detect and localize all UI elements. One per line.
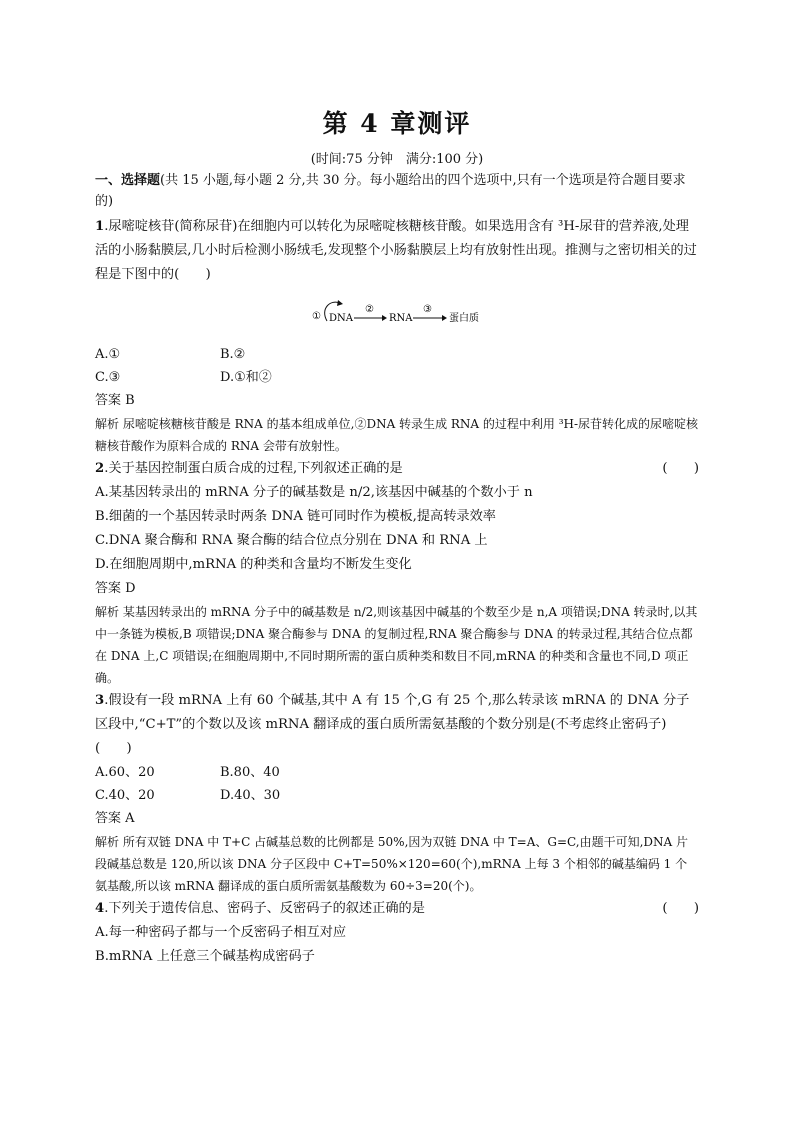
diagram-label-3: ③ [423, 304, 432, 315]
page-title: 第 4 章测评 [322, 109, 472, 138]
option-c: C.40、20 [95, 788, 155, 803]
option-a: A.某基因转录出的 mRNA 分子的碱基数是 n/2,该基因中碱基的个数小于 n [95, 485, 533, 500]
section-text: (共 15 小题,每小题 2 分,共 30 分。每小题给出的四个选项中,只有一个选项是符合题目要求的) [95, 173, 686, 209]
option-b: B.② [220, 347, 246, 362]
explanation: 解析 尿嘧啶核糖核苷酸是 RNA 的基本组成单位,②DNA 转录生成 RNA 的过程中利用 ³H-尿苷转化成的尿嘧啶核糖核苷酸作为原料合成的 RNA 会带有放射性。 [95, 417, 699, 453]
answer-bracket: ( ) [662, 461, 699, 476]
question-number: 4 [95, 901, 105, 916]
question-stem: .尿嘧啶核苷(简称尿苷)在细胞内可以转化为尿嘧啶核糖核苷酸。如果选用含有 ³H-尿苷的营养液,处理活的小肠黏膜层,几小时后检测小肠绒毛,发现整个小肠黏膜层上均有放射性出现。推测与之密切相关的过程是下图中的( ) [95, 219, 697, 282]
diagram-label-1: ① [312, 311, 321, 322]
section-label: 一、选择题 [95, 173, 161, 188]
option-d: D.40、30 [220, 788, 281, 803]
option-c: C.③ [95, 370, 121, 385]
question-3 [95, 689, 699, 761]
content [95, 170, 699, 969]
question-2 [95, 457, 699, 481]
option-b: B.细菌的一个基因转录时两条 DNA 链可同时作为模板,提高转录效率 [95, 509, 496, 524]
options-row-2 [95, 784, 699, 807]
page-subtitle: (时间:75 分钟 满分:100 分) [310, 152, 484, 167]
question-number: 1 [95, 219, 105, 234]
option-b: B.mRNA 上任意三个碱基构成密码子 [95, 949, 315, 964]
gene-expression-diagram [95, 287, 699, 343]
options-row-1 [95, 343, 699, 366]
options-row-2 [95, 366, 699, 389]
translation-arrowhead [442, 315, 447, 321]
replication-arrowhead [337, 300, 343, 306]
option-d: D.①和② [220, 370, 272, 385]
answer: 答案 B [95, 393, 135, 408]
diagram-protein: 蛋白质 [449, 313, 479, 324]
option-c: C.DNA 聚合酶和 RNA 聚合酶的结合位点分别在 DNA 和 RNA 上 [95, 533, 488, 548]
options-row-1 [95, 761, 699, 784]
option-a: A.① [95, 347, 121, 362]
question-4 [95, 897, 699, 921]
diagram-label-2: ② [365, 304, 374, 315]
question-stem: .假设有一段 mRNA 上有 60 个碱基,其中 A 有 15 个,G 有 25 个,那么转录该 mRNA 的 DNA 分子区段中,“C+T”的个数以及该 mRNA 翻译成的蛋白质所需氨基酸的个数分别是(不考虑终止密码子)( ) [95, 693, 690, 756]
question-number: 3 [95, 693, 105, 708]
section-header [95, 170, 699, 212]
explanation: 解析 所有双链 DNA 中 T+C 占碱基总数的比例都是 50%,因为双链 DNA 中 T=A、G=C,由题干可知,DNA 片段碱基总数是 120,所以该 DNA 分子区段中 C+T=50%×120=60(个),mRNA 上每 3 个相邻的碱基编码 1 个氨基酸,所以该 mRNA 翻译成的蛋白质所需氨基酸数为 60÷3=20(个)。 [95, 835, 688, 893]
question-stem: .下列关于遗传信息、密码子、反密码子的叙述正确的是 [104, 901, 425, 916]
answer: 答案 A [95, 811, 135, 826]
answer: 答案 D [95, 581, 136, 596]
question-stem: .关于基因控制蛋白质合成的过程,下列叙述正确的是 [104, 461, 403, 476]
question-1 [95, 215, 699, 287]
option-d: D.在细胞周期中,mRNA 的种类和含量均不断发生变化 [95, 557, 412, 572]
diagram-dna: DNA [329, 313, 353, 324]
option-a: A.60、20 [95, 765, 155, 780]
option-b: B.80、40 [220, 765, 280, 780]
diagram-rna: RNA [389, 313, 413, 324]
explanation: 解析 某基因转录出的 mRNA 分子中的碱基数是 n/2,则该基因中碱基的个数至少是 n,A 项错误;DNA 转录时,以其中一条链为模板,B 项错误;DNA 聚合酶参与 DNA 的复制过程,RNA 聚合酶参与 DNA 的转录过程,其结合位点都在 DNA 上,C 项错误;在细胞周期中,不同时期所需的蛋白质种类和数目不同,mRNA 的种类和含量也不同,D 项正确。 [95, 605, 698, 685]
answer-bracket: ( ) [662, 901, 699, 916]
question-number: 2 [95, 461, 105, 476]
option-a: A.每一种密码子都与一个反密码子相互对应 [95, 925, 347, 940]
transcription-arrowhead [382, 315, 387, 321]
